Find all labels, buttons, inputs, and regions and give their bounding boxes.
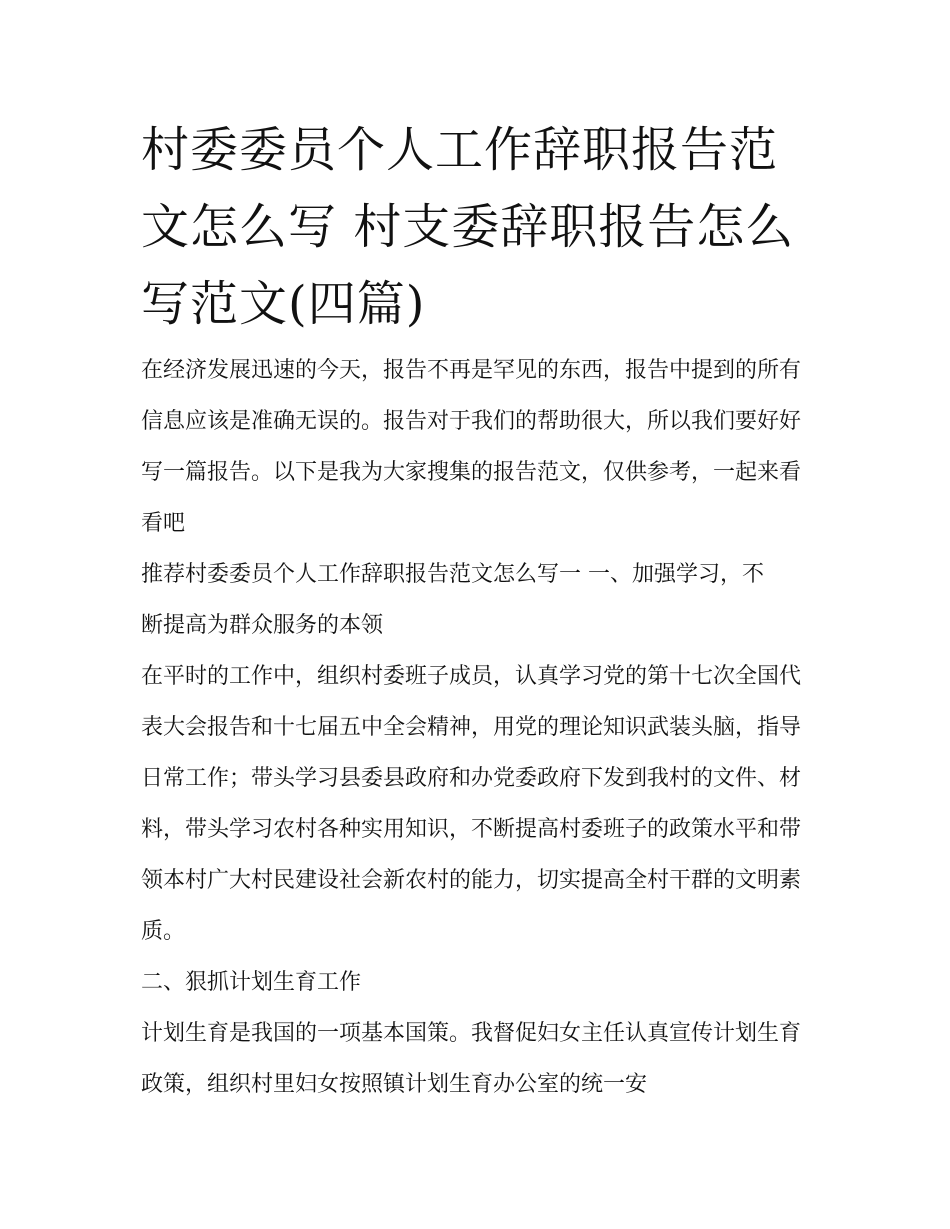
section-2-body: 计划生育是我国的一项基本国策。我督促妇女主任认真宣传计划生育政策，组织村里妇女按照镇计划生育办公室的统一安 <box>141 1021 802 1097</box>
document-title: 村委委员个人工作辞职报告范文怎么写 村支委辞职报告怎么写范文(四篇) <box>141 122 795 332</box>
intro-paragraph: 在经济发展迅速的今天，报告不再是罕见的东西，报告中提到的所有信息应该是准确无误的。报告对于我们的帮助很大，所以我们要好好写一篇报告。以下是我为大家搜集的报告范文，仅供参考，一起来看看吧 <box>141 358 802 536</box>
section-1-heading: 推荐村委委员个人工作辞职报告范文怎么写一 一、加强学习，不断提高为群众服务的本领 <box>141 562 764 638</box>
section-1-body: 在平时的工作中，组织村委班子成员，认真学习党的第十七次全国代表大会报告和十七届五中全会精神，用党的理论知识武装头脑，指导日常工作；带头学习县委县政府和办党委政府下发到我村的文件、材料，带头学习农村各种实用知识，不断提高村委班子的政策水平和带领本村广大村民建设社会新农村的能力，切实提高全村干群的文明素质。 <box>141 664 802 944</box>
section-2-heading: 二、狠抓计划生育工作 <box>141 970 362 995</box>
document-content <box>141 112 813 1110</box>
